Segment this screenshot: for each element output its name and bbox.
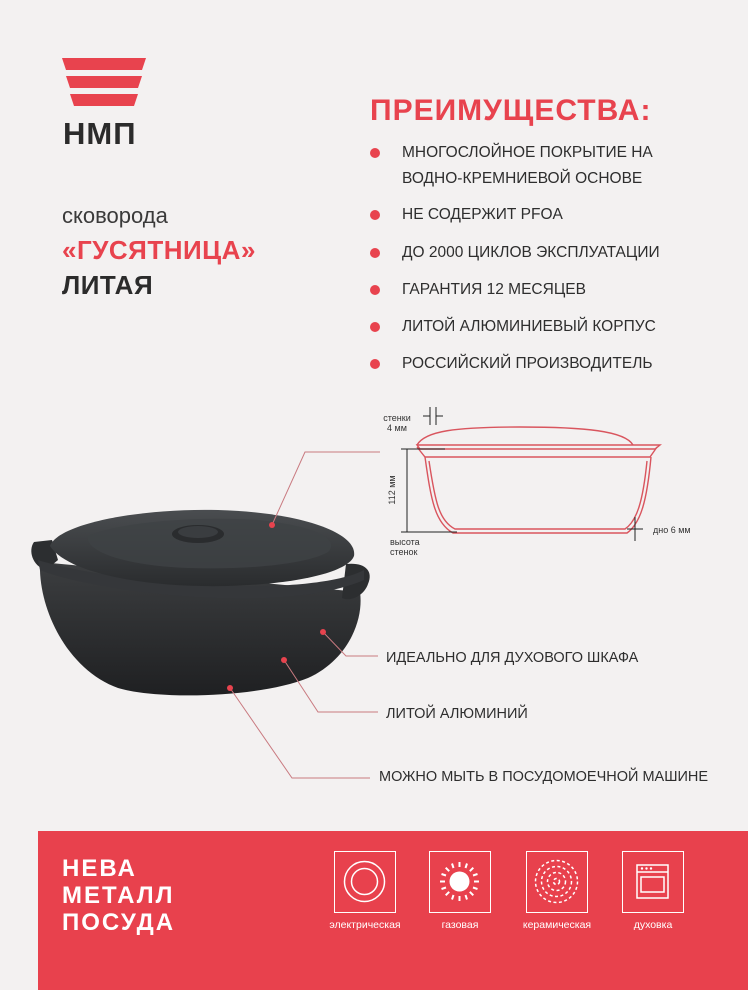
feature-dishwasher: МОЖНО МЫТЬ В ПОСУДОМОЕЧНОЙ МАШИНЕ (379, 769, 709, 785)
advantage-text: РОССИЙСКИЙ ПРОИЗВОДИТЕЛЬ (402, 355, 653, 372)
wall-height-line2: стенок (390, 547, 418, 557)
height-label: 112 мм (387, 475, 397, 505)
feature-cast-aluminum: ЛИТОЙ АЛЮМИНИЙ (386, 706, 528, 722)
ceramic-stove-icon (526, 851, 588, 913)
product-name: «ГУСЯТНИЦА» (62, 235, 256, 265)
product-subtitle: сковорода (62, 203, 168, 228)
brand-line-1: НЕВА (62, 855, 137, 882)
gas-stove-icon (429, 851, 491, 913)
advantage-text: ГАРАНТИЯ 12 МЕСЯЦЕВ (402, 281, 586, 298)
bottom-label: дно 6 мм (653, 525, 691, 535)
heat-label-oven: духовка (633, 919, 673, 931)
product-type: ЛИТАЯ (62, 270, 154, 300)
advantage-text: ЛИТОЙ АЛЮМИНИЕВЫЙ КОРПУС (402, 318, 656, 335)
oven-icon (622, 851, 684, 913)
logo-text: НМП (63, 116, 137, 151)
brand-line-2: МЕТАЛЛ (62, 882, 175, 909)
heat-label-electric: электрическая (329, 919, 401, 931)
electric-stove-icon (334, 851, 396, 913)
walls-label-line1: стенки (383, 413, 411, 423)
brand-line-3: ПОСУДА (62, 909, 176, 936)
heat-label-ceramic: керамическая (522, 919, 592, 931)
walls-label-line2: 4 мм (387, 423, 407, 433)
advantages-title: ПРЕИМУЩЕСТВА: (370, 94, 652, 127)
heat-label-gas: газовая (441, 919, 479, 931)
advantage-text: ДО 2000 ЦИКЛОВ ЭКСПЛУАТАЦИИ (402, 244, 660, 261)
advantage-text: НЕ СОДЕРЖИТ PFOA (402, 206, 563, 223)
advantage-text: МНОГОСЛОЙНОЕ ПОКРЫТИЕ НА ВОДНО-КРЕМНИЕВОЙ ОСНОВЕ (402, 144, 653, 187)
feature-oven: ИДЕАЛЬНО ДЛЯ ДУХОВОГО ШКАФА (386, 650, 639, 666)
wall-height-line1: высота (390, 537, 420, 547)
